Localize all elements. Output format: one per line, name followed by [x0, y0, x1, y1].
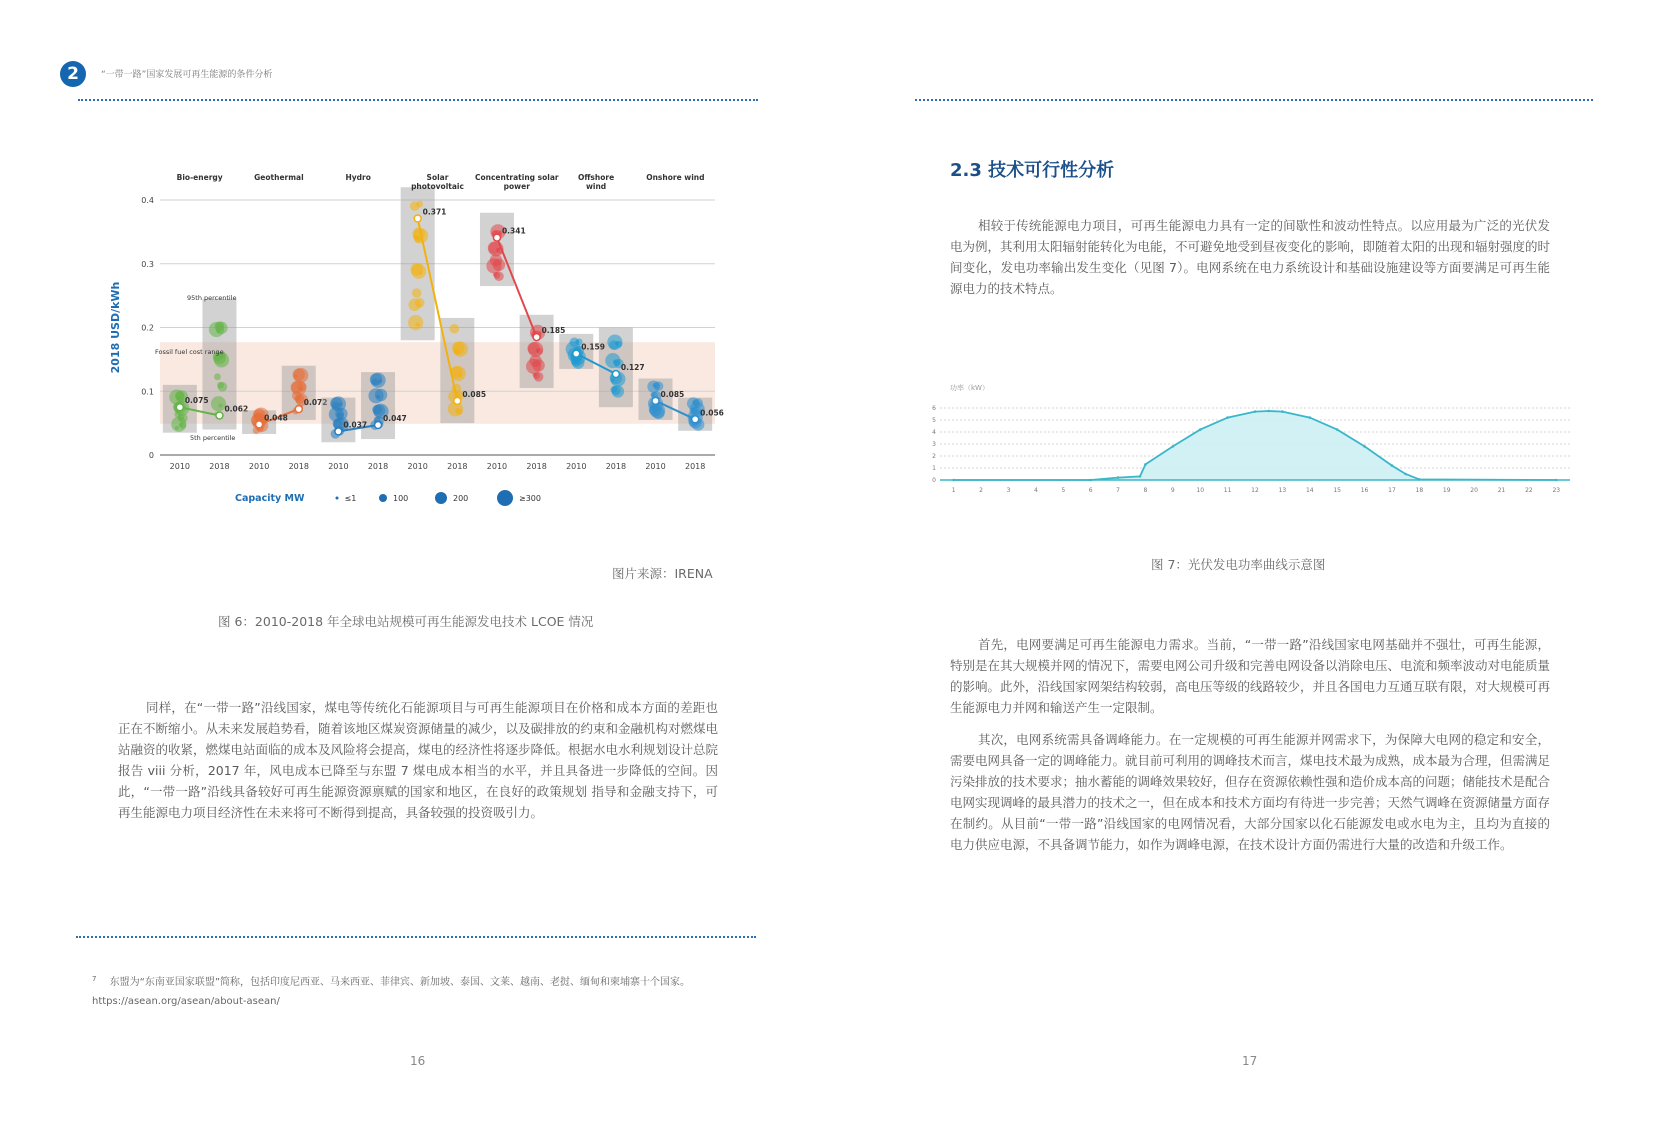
project-point	[571, 358, 578, 365]
average-point	[652, 397, 659, 404]
annotation-5th: 5th percentile	[190, 434, 236, 442]
data-label: 0.056	[700, 408, 724, 418]
project-point	[217, 382, 224, 389]
x-tick-label: 2018	[288, 462, 309, 471]
annotation-95th: 95th percentile	[187, 294, 237, 302]
x-tick-label: 17	[1388, 487, 1396, 494]
project-point	[370, 373, 382, 385]
left-paragraph: 同样，在“一带一路”沿线国家，煤电等传统化石能源项目与可再生能源项目在价格和成本方面的差距也正在不断缩小。从未来发展趋势看，随着该地区煤炭资源储量的减少，以及碳排放的约束和金融机构对燃煤电站融资的收紧，燃煤电站面临的成本及风险将会提高，煤电的经济性将逐步降低。根据水电水利规划设计总院报告 viii 分析，2017 年，风电成本已降至与东盟 7 煤电成本相当的水平，并且具备进一步降低的空间。因此，“一带一路”沿线具备较好可再生能源资源禀赋的国家和地区，在良好的政策规划 指导和金融支持下，可再生能源电力项目经济性在未来将可不断得到提高，具备较强的投资吸引力。	[118, 700, 719, 820]
x-tick-label: 7	[1116, 487, 1120, 494]
power-point	[1172, 445, 1175, 448]
data-label: 0.075	[184, 396, 209, 406]
x-tick-label: 20	[1470, 487, 1478, 494]
x-tick-label: 2018	[684, 462, 706, 471]
legend-label: ≤1	[344, 494, 357, 503]
project-point	[529, 355, 541, 367]
data-label: 0.371	[422, 207, 447, 217]
power-point	[1281, 410, 1284, 413]
y-tick-label: 3	[932, 441, 936, 448]
y-tick-label: 4	[932, 429, 936, 436]
project-point	[292, 391, 302, 401]
section-title: 2.3 技术可行性分析	[950, 160, 1115, 181]
y-tick-label: 6	[932, 405, 936, 412]
average-point	[692, 416, 699, 423]
average-point	[256, 421, 263, 428]
power-point	[1336, 428, 1339, 431]
x-tick-label: 22	[1525, 487, 1533, 494]
power-point	[1139, 475, 1142, 478]
data-label: 0.062	[224, 404, 249, 414]
y-tick-label: 0.4	[141, 196, 154, 205]
x-tick-label: 2018	[605, 462, 627, 471]
footnote	[92, 970, 772, 1011]
x-tick-label: 2010	[407, 462, 428, 471]
project-point	[649, 405, 659, 415]
project-point	[410, 263, 422, 275]
legend-label: 200	[453, 494, 469, 503]
header-divider-right	[915, 99, 1593, 101]
category-label: power	[503, 182, 530, 191]
project-point	[412, 288, 422, 298]
project-point	[527, 342, 539, 354]
average-point	[216, 412, 223, 419]
category-label: Concentrating solar	[474, 173, 559, 182]
category-label: Offshore	[577, 173, 615, 182]
x-tick-label: 23	[1552, 487, 1561, 494]
x-tick-label: 2010	[645, 462, 666, 471]
y-tick-label: 0	[148, 451, 154, 460]
category-label: Geothermal	[254, 173, 304, 182]
legend-title: Capacity MW	[235, 493, 305, 504]
x-tick-label: 11	[1223, 487, 1232, 494]
x-tick-label: 19	[1442, 487, 1451, 494]
x-tick-label: 2010	[566, 462, 587, 471]
header-divider-left	[78, 99, 758, 101]
average-point	[612, 371, 619, 378]
average-point	[454, 397, 461, 404]
average-point	[573, 350, 580, 357]
x-tick-label: 2018	[526, 462, 547, 471]
footnote-marker: 7	[92, 975, 97, 983]
figure6-source: 图片来源：IRENA	[612, 566, 713, 581]
power-point	[1226, 416, 1229, 419]
data-label: 0.127	[620, 363, 645, 373]
paragraph-2: 首先，电网要满足可再生能源电力需求。当前，“一带一路”沿线国家电网基础并不强壮，可再生能源，特别是在其大规模并网的情况下，需要电网公司升级和完善电网设备以消除电压、电流和频率波动对电能质量的影响。此外，沿线国家网架结构较弱，高电压等级的线路较少，并且各国电力互通互联有限，对大规模可再生能源电力并网和输送产生一定限制。	[950, 637, 1551, 715]
category-label: Onshore wind	[646, 173, 705, 182]
footnote-text: 东盟为“东南亚国家联盟”简称，包括印度尼西亚、马来西亚、菲律宾、新加坡、泰国、文莱、越南、老挝、缅甸和柬埔寨十个国家。	[109, 977, 691, 989]
average-point	[176, 404, 183, 411]
data-label: 0.037	[343, 420, 368, 430]
power-point	[1117, 476, 1120, 479]
project-point	[174, 411, 181, 418]
project-point	[651, 393, 655, 397]
x-tick-label: 14	[1305, 487, 1314, 494]
project-point	[412, 228, 424, 240]
y-tick-label: 5	[932, 417, 936, 424]
average-trend-line	[497, 238, 537, 337]
legend-marker	[497, 490, 513, 506]
x-tick-label: 13	[1278, 487, 1287, 494]
data-label: 0.048	[264, 413, 288, 423]
y-tick-label: 0	[932, 477, 936, 484]
x-tick-label: 18	[1415, 487, 1424, 494]
running-title: “一带一路”国家发展可再生能源的条件分析	[101, 70, 273, 80]
x-tick-label: 2018	[447, 462, 468, 471]
page-number-left: 16	[410, 1054, 426, 1068]
x-tick-label: 6	[1088, 487, 1093, 494]
footnote-url[interactable]: https://asean.org/asean/about-asean/	[92, 996, 280, 1008]
x-tick-label: 9	[1170, 487, 1175, 494]
data-label: 0.085	[462, 389, 487, 399]
average-point	[375, 422, 382, 429]
project-point	[215, 321, 225, 331]
x-tick-label: 16	[1360, 487, 1369, 494]
x-tick-label: 4	[1033, 487, 1038, 494]
x-tick-label: 3	[1006, 487, 1011, 494]
power-point	[1391, 464, 1394, 467]
project-point	[533, 373, 537, 377]
x-tick-label: 12	[1251, 487, 1259, 494]
x-tick-label: 2	[979, 487, 984, 494]
y-tick-label: 1	[932, 465, 936, 472]
pv-power-chart	[918, 380, 1578, 530]
project-point	[297, 382, 307, 392]
project-point	[408, 315, 423, 330]
y-tick-label: 2	[932, 453, 936, 460]
power-point	[1363, 445, 1366, 448]
category-label: Hydro	[345, 173, 371, 182]
project-point	[415, 298, 425, 308]
project-point	[692, 400, 696, 404]
project-point	[452, 342, 464, 354]
average-point	[335, 428, 342, 435]
footnote-divider	[76, 936, 756, 938]
data-label: 0.341	[501, 226, 526, 236]
x-tick-label: 2010	[328, 462, 349, 471]
category-label: Bio-energy	[176, 173, 223, 182]
project-point	[375, 389, 387, 401]
category-label: photovoltaic	[411, 182, 464, 191]
project-point	[575, 339, 579, 343]
average-point	[295, 406, 302, 413]
annotation-fossil: Fossil fuel cost range	[155, 348, 224, 356]
project-point	[293, 369, 305, 381]
project-point	[610, 386, 617, 393]
project-point	[171, 417, 186, 432]
category-label: Solar	[426, 173, 449, 182]
project-point	[493, 272, 497, 276]
project-point	[450, 324, 460, 334]
average-point	[493, 234, 500, 241]
project-point	[490, 254, 502, 266]
x-tick-label: 8	[1143, 487, 1148, 494]
power-area	[954, 411, 1557, 480]
x-tick-label: 2010	[248, 462, 270, 471]
power-point	[1267, 410, 1270, 413]
x-tick-label: 2010	[169, 462, 191, 471]
figure6-caption: 图 6：2010-2018 年全球电站规模可再生能源发电技术 LCOE 情况	[218, 614, 594, 629]
power-point	[1404, 473, 1407, 476]
figure7-caption: 图 7：光伏发电功率曲线示意图	[1151, 557, 1326, 572]
x-tick-label: 1	[951, 487, 956, 494]
x-tick-label: 2010	[486, 462, 508, 471]
data-label: 0.085	[660, 389, 685, 399]
x-tick-label: 2018	[209, 462, 230, 471]
y-axis-label: 功率（kW）	[950, 384, 989, 392]
data-label: 0.159	[581, 342, 605, 352]
lcoe-chart	[105, 170, 745, 550]
x-tick-label: 15	[1333, 487, 1341, 494]
legend-label: ≥300	[519, 494, 541, 503]
y-tick-label: 0.1	[141, 387, 154, 397]
project-point	[175, 391, 185, 401]
average-point	[414, 215, 421, 222]
y-axis-label: 2018 USD/kWh	[109, 281, 122, 374]
x-tick-label: 21	[1497, 487, 1506, 494]
power-point	[1199, 428, 1202, 431]
legend-marker	[435, 492, 447, 504]
chapter-number-badge: 2	[60, 61, 86, 87]
power-point	[1144, 463, 1147, 466]
page-number-right: 17	[1242, 1054, 1258, 1068]
y-tick-label: 0.2	[141, 323, 154, 333]
paragraph-3: 其次，电网系统需具备调峰能力。在一定规模的可再生能源并网需求下，为保障大电网的稳定和安全，需要电网具备一定的调峰能力。就目前可利用的调峰技术而言，煤电技术最为成熟，成本最为合理，但需满足污染排放的技术要求；抽水蓄能的调峰效果较好，但存在资源依赖性强和造价成本高的问题；储能技术是配合电网实现调峰的最具潜力的技术之一，但在成本和技术方面均有待进一步完善；天然气调峰在资源储量方面存在制约。从目前“一带一路”沿线国家的电网情况看，大部分国家以化石能源发电或水电为主，且均为直接的电力供应电源，不具备调节能力，如作为调峰电源，在技术设计方面仍需进行大量的改造和升级工作。	[950, 732, 1551, 852]
legend-label: 100	[393, 494, 409, 503]
y-tick-label: 0.3	[141, 259, 154, 269]
x-tick-label: 10	[1196, 487, 1205, 494]
power-point	[1308, 416, 1311, 419]
data-label: 0.072	[303, 398, 328, 408]
x-tick-label: 2018	[367, 462, 389, 471]
legend-marker	[379, 494, 387, 502]
project-point	[605, 353, 620, 368]
project-point	[330, 397, 342, 409]
power-point	[1254, 410, 1257, 413]
category-label: wind	[585, 182, 607, 191]
legend-marker	[336, 497, 339, 500]
project-point	[653, 383, 657, 387]
data-label: 0.185	[541, 326, 566, 336]
average-point	[533, 334, 540, 341]
project-point	[607, 334, 622, 349]
intro-paragraph: 相较于传统能源电力项目，可再生能源电力具有一定的间歇性和波动性特点。以应用最为广泛的光伏发电为例，其利用太阳辐射能转化为电能，不可避免地受到昼夜变化的影响，即随着太阳的出现和辐射强度的时间变化，发电功率输出发生变化（见图 7）。电网系统在电力系统设计和基础设施建设等方面要满足可再生能源电力的技术特点。	[950, 218, 1551, 296]
project-point	[372, 405, 382, 415]
x-tick-label: 5	[1061, 487, 1066, 494]
project-point	[214, 373, 221, 380]
data-label: 0.047	[383, 414, 407, 424]
